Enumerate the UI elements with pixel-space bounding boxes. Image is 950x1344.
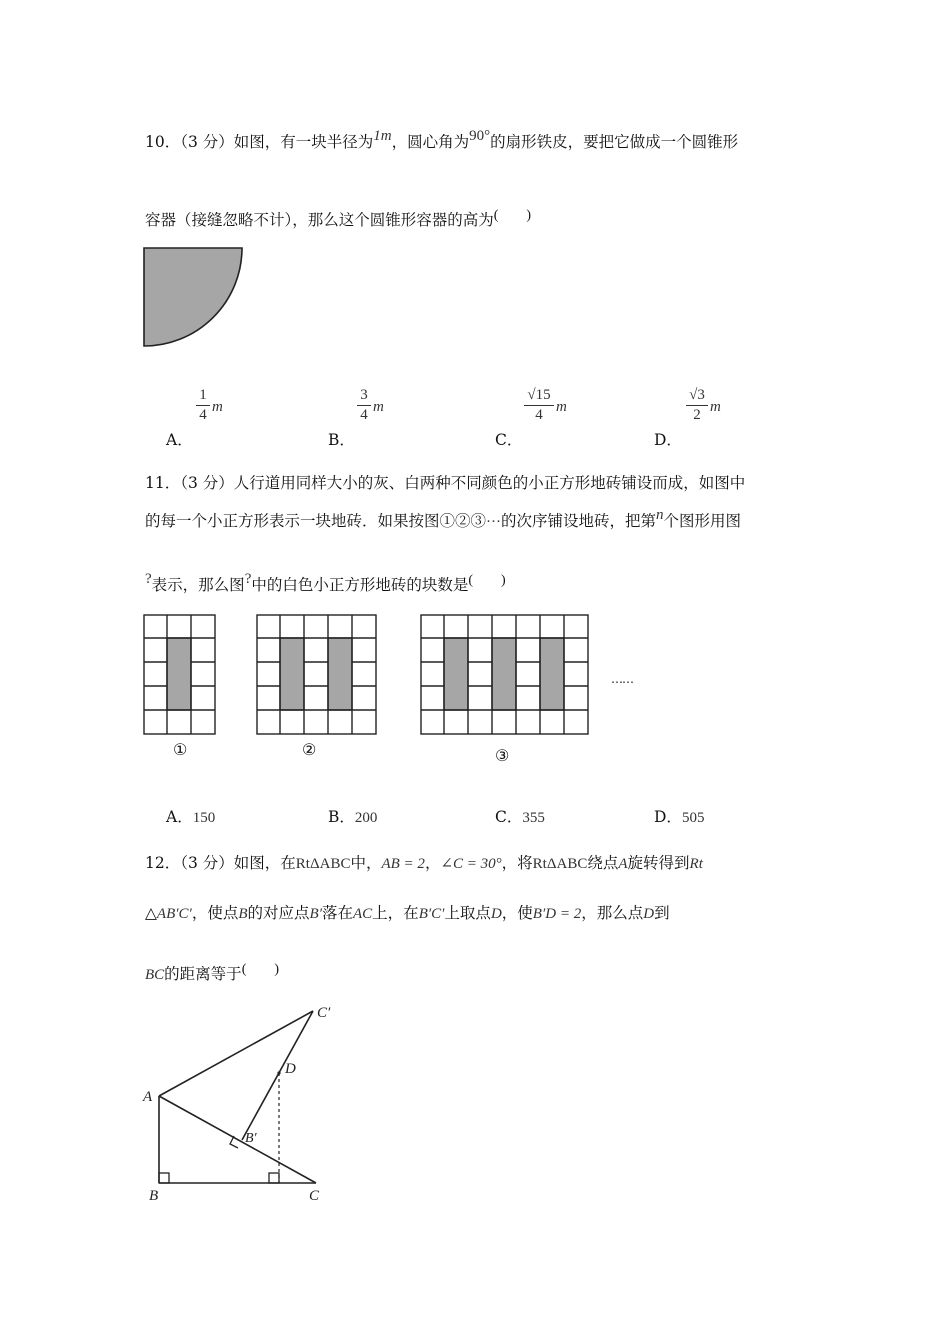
q12-ac: AC [353, 906, 373, 922]
q11-score: （3 分） [180, 474, 234, 492]
q11-text-1: 人行道用同样大小的灰、白两种不同颜色的小正方形地砖铺设而成，如图中 [233, 474, 746, 492]
q12-text-15: 的距离等于 [164, 965, 242, 983]
label-a: A [143, 1089, 153, 1105]
q12-text-10: 上，在 [372, 904, 419, 922]
gray-tile-column [328, 638, 352, 710]
frac-num: √3 [689, 387, 705, 403]
q10-option-a [196, 387, 223, 424]
q12-bd: B′D = 2 [532, 906, 582, 922]
frac-num: 1 [199, 387, 207, 403]
label-b: B [149, 1188, 159, 1204]
q10-answer-paren: ( ) [493, 208, 532, 223]
q10-option-d-label: D． [654, 431, 682, 449]
q12-triangle-1: RtΔABC [295, 856, 351, 872]
option-label: D． [654, 808, 682, 826]
q11-line2 [145, 507, 742, 532]
q11-fig-label-2: ② [302, 740, 317, 759]
q12-text-5: 绕点 [587, 854, 619, 872]
q10-option-b-label: B． [328, 431, 355, 449]
q10-line1 [145, 128, 739, 153]
q11-ellipsis: ··· [486, 514, 502, 530]
label-d: D [285, 1061, 296, 1077]
q10-score: （3 分） [180, 133, 234, 151]
q10-option-a-label: A． [166, 431, 193, 449]
q10-sector-figure [140, 244, 250, 350]
q12-text-9: 落在 [321, 904, 353, 922]
q10-option-b [357, 387, 384, 424]
q11-text-5: 表示，那么图 [151, 576, 245, 594]
q10-option-d [686, 387, 721, 424]
q11-tile-figure-3 [420, 614, 590, 736]
q11-text-6: 中的白色小正方形地砖的块数是 [251, 576, 469, 594]
option-value: 200 [354, 810, 378, 826]
q12-ab: AB = 2 [381, 856, 425, 872]
q12-point-d: D [490, 906, 502, 922]
q12-text-1: 如图，在 [233, 854, 296, 872]
q11-number: 11． [145, 474, 181, 492]
q12-line3 [145, 964, 279, 986]
label-c: C [309, 1188, 320, 1204]
frac-den: 4 [535, 407, 543, 423]
frac-den: 4 [360, 407, 368, 423]
q12-line1 [145, 853, 703, 874]
q12-point-d-2: D [643, 906, 655, 922]
q12-line2 [145, 903, 670, 924]
option-value: 150 [192, 810, 216, 826]
q11-text-3: 的次序铺设地砖，把第 [501, 512, 657, 530]
q11-question-mark-1: ? [145, 571, 152, 587]
q12-text-7: ，使点 [191, 904, 239, 922]
q11-question-mark-2: ? [244, 571, 252, 587]
q12-point-b-prime: B′ [309, 906, 322, 922]
gray-tile-column [167, 638, 191, 710]
q11-continuation-dots: …… [611, 672, 633, 686]
q10-text-2: ，圆心角为 [391, 133, 470, 151]
option-value: 505 [681, 810, 705, 826]
q10-option-c-label: C． [495, 431, 523, 449]
q12-answer-paren: ( ) [241, 962, 280, 977]
q11-text-4: 个图形用图 [663, 512, 742, 530]
q12-text-14: 到 [654, 904, 670, 922]
frac-den: 2 [693, 407, 701, 423]
option-value: 355 [522, 810, 545, 826]
segment-ac [159, 1096, 316, 1183]
frac-num: 3 [360, 387, 368, 403]
option-label: A． [166, 808, 193, 826]
q12-score: （3 分） [180, 854, 234, 872]
frac-unit: m [556, 399, 567, 415]
q11-option-b [328, 805, 377, 827]
q10-option-c [524, 387, 567, 424]
q11-option-c [495, 805, 545, 827]
frac-den: 4 [199, 407, 207, 423]
q12-text-8: 的对应点 [247, 904, 310, 922]
frac-unit: m [212, 399, 223, 415]
q11-line3 [145, 571, 506, 597]
q12-text-11: 上取点 [444, 904, 491, 922]
label-c-prime: C′ [317, 1005, 331, 1021]
q12-abc-prime: AB′C′ [156, 906, 192, 922]
q12-text-12: ，使 [501, 904, 533, 922]
q12-bc: BC [145, 967, 165, 983]
option-label: B． [328, 808, 355, 826]
q10-text-1: 如图，有一块半径为 [233, 133, 374, 151]
q11-line1 [145, 473, 745, 493]
right-angle-foot [269, 1173, 279, 1183]
q11-tile-figure-2 [256, 614, 378, 736]
q11-fig-label-1: ① [173, 740, 188, 759]
q11-option-d [654, 805, 704, 827]
q10-line2 [145, 210, 531, 232]
q11-fig-label-3: ③ [495, 746, 510, 765]
q12-point-a: A [618, 856, 628, 872]
q12-triangle-2: RtΔABC [532, 856, 588, 872]
q12-point-b: B [238, 906, 248, 922]
q11-option-a [166, 805, 215, 827]
q11-text-2: 的每一个小正方形表示一块地砖．如果按图①②③ [145, 512, 487, 530]
q12-text-13: ，那么点 [581, 904, 644, 922]
q11-tile-figure-1 [143, 614, 217, 736]
q12-bc-prime: B′C′ [418, 906, 445, 922]
q10-radius: 1m [373, 128, 392, 144]
gray-tile-column [492, 638, 516, 710]
gray-tile-column [540, 638, 564, 710]
q12-text-4: ，将 [501, 854, 533, 872]
q12-rt: Rt [689, 856, 703, 872]
q10-sector [144, 248, 242, 346]
frac-unit: m [710, 399, 721, 415]
q10-text-3: 的扇形铁皮，要把它做成一个圆锥形 [490, 133, 739, 151]
frac-unit: m [373, 399, 384, 415]
option-label: C． [495, 808, 523, 826]
gray-tile-column [280, 638, 304, 710]
q10-angle: 90° [469, 128, 491, 144]
q12-geometry-figure [135, 995, 355, 1210]
q10-number: 10． [145, 133, 181, 151]
frac-num: √15 [527, 387, 551, 403]
q12-text-3: ， [424, 854, 441, 872]
q10-text-4: 容器（接缝忽略不计），那么这个圆锥形容器的高为 [145, 211, 494, 229]
gray-tile-column [444, 638, 468, 710]
q11-answer-paren: ( ) [468, 573, 506, 588]
q12-number: 12． [145, 854, 181, 872]
q11-n: n [656, 507, 664, 523]
label-b-prime: B′ [245, 1131, 257, 1146]
q12-angle: ∠C = 30° [440, 856, 502, 872]
q12-text-6: 旋转得到 [627, 854, 690, 872]
q12-text-2: 中， [350, 854, 382, 872]
q12-triangle-symbol: △ [145, 904, 157, 922]
right-angle-b [159, 1173, 169, 1183]
